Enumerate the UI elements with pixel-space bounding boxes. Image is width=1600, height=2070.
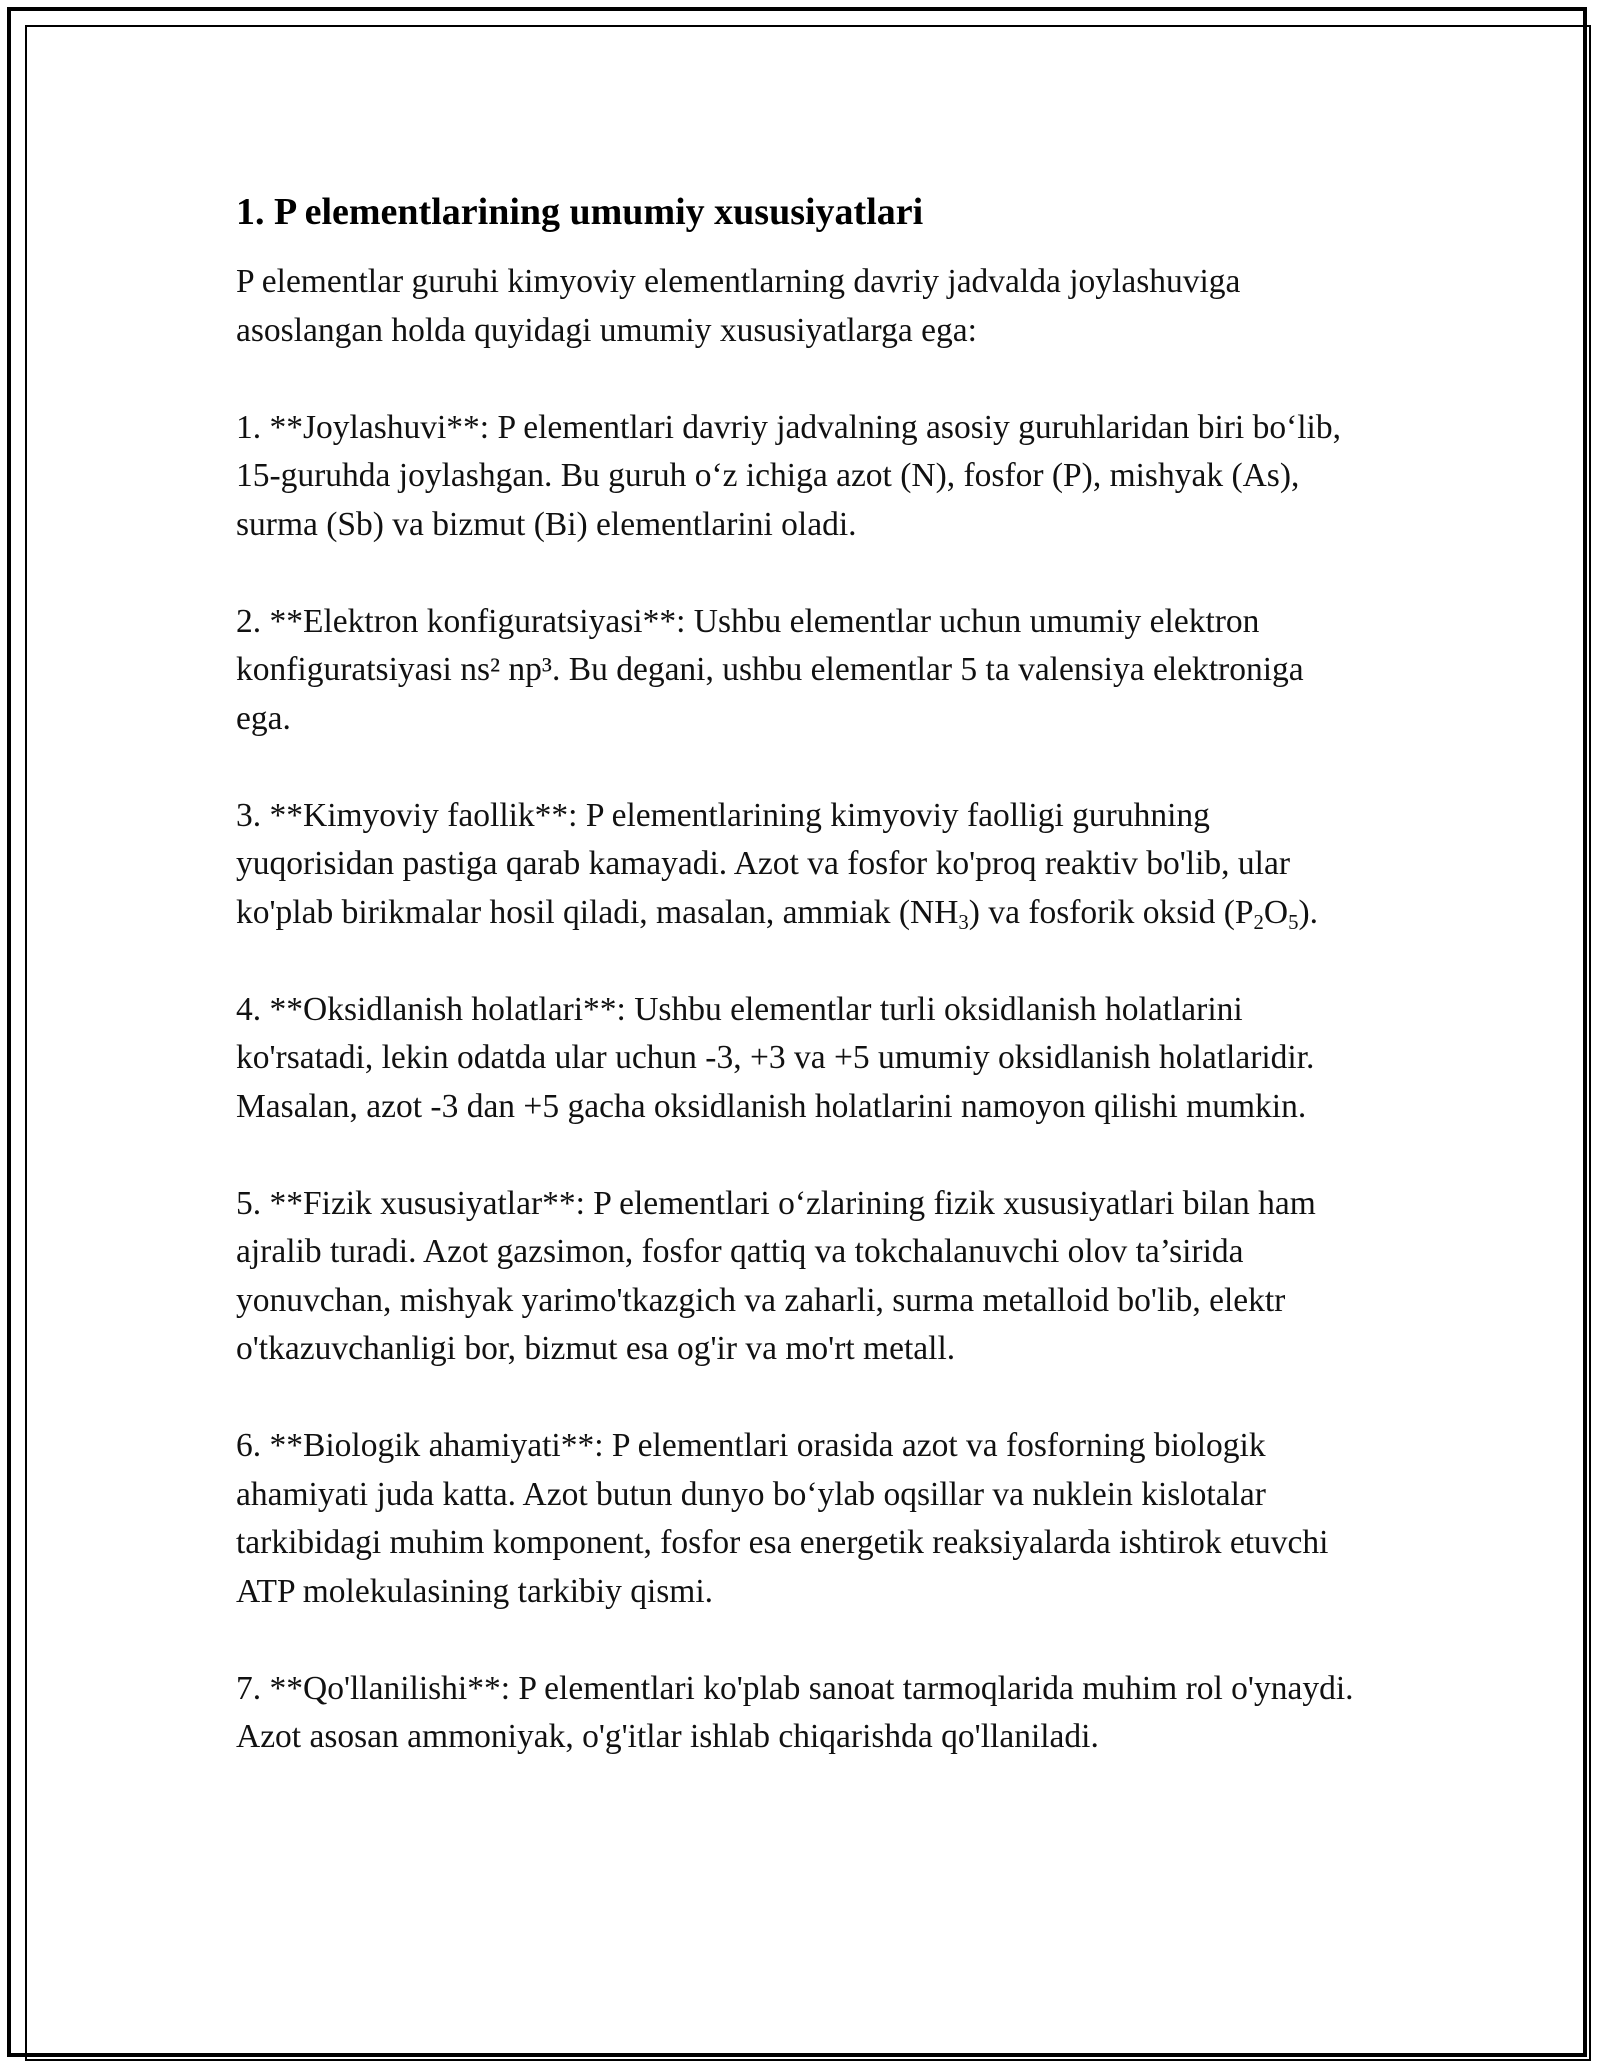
subscript: 2 bbox=[1253, 910, 1264, 934]
item-oksidlanish-holatlari: 4. **Oksidlanish holatlari**: Ushbu elementlar turli oksidlanish holatlarini ko'rsatadi, lekin odatda ular uchun -3, +3 va +5 umumiy oksidlanish holatlaridir. Masalan, azot -3 dan +5 gacha oksidlanish holatlarini namoyon qilishi mumkin. bbox=[236, 990, 1315, 1125]
item-joylashuvi: 1. **Joylashuvi**: P elementlari davriy jadvalning asosiy guruhlaridan biri bo‘lib, 15-guruhda joylashgan. Bu guruh o‘z ichiga azot (N), fosfor (P), mishyak (As), surma (Sb) va bizmut (Bi) elementlarini oladi. bbox=[236, 408, 1341, 543]
item-text-part: O bbox=[1263, 893, 1289, 931]
item-text-part: 3. **Kimyoviy faollik**: P elementlarining kimyoviy faolligi guruhning yuqorisidan pastiga qarab kamayadi. Azot va fosfor ko'proq reaktiv bo'lib, ular ko'plab birikmalar hosil qiladi, masalan, ammiak (NH bbox=[236, 796, 1291, 931]
item-biologik-ahamiyati: 6. **Biologik ahamiyati**: P elementlari orasida azot va fosforning biologik ahamiyati juda katta. Azot butun dunyo bo‘ylab oqsillar va nuklein kislotalar tarkibidagi muhim komponent, fosfor esa energetik reaksiyalarda ishtirok etuvchi ATP molekulasining tarkibiy qismi. bbox=[236, 1427, 1329, 1610]
subscript: 5 bbox=[1288, 910, 1299, 934]
intro-paragraph: P elementlar guruhi kimyoviy elementlarning davriy jadvalda joylashuviga asoslangan holda quyidagi umumiy xususiyatlarga ega: bbox=[236, 263, 1241, 349]
item-kimyoviy-faollik bbox=[236, 792, 1366, 938]
subscript: 3 bbox=[958, 910, 969, 934]
item-text-part: ) va fosforik oksid (P bbox=[968, 893, 1254, 931]
document-body bbox=[236, 188, 1366, 1810]
section-title: 1. P elementlarining umumiy xususiyatlari bbox=[236, 191, 924, 233]
item-qollanilishi: 7. **Qo'llanilishi**: P elementlari ko'plab sanoat tarmoqlarida muhim rol o'ynaydi. Azot asosan ammoniyak, o'g'itlar ishlab chiqarishda qo'llaniladi. bbox=[236, 1669, 1354, 1755]
item-elektron-konfiguratsiyasi: 2. **Elektron konfiguratsiyasi**: Ushbu elementlar uchun umumiy elektron konfiguratsiyasi ns² np³. Bu degani, ushbu elementlar 5 ta valensiya elektroniga ega. bbox=[236, 602, 1304, 737]
item-fizik-xususiyatlar: 5. **Fizik xususiyatlar**: P elementlari o‘zlarining fizik xususiyatlari bilan ham ajralib turadi. Azot gazsimon, fosfor qattiq va tokchalanuvchi olov ta’sirida yonuvchan, mishyak yarimo'tkazgich va zaharli, surma metalloid bo'lib, elektr o'tkazuvchanligi bor, bizmut esa og'ir va mo'rt metall. bbox=[236, 1184, 1316, 1367]
item-text-part: ). bbox=[1298, 893, 1319, 931]
